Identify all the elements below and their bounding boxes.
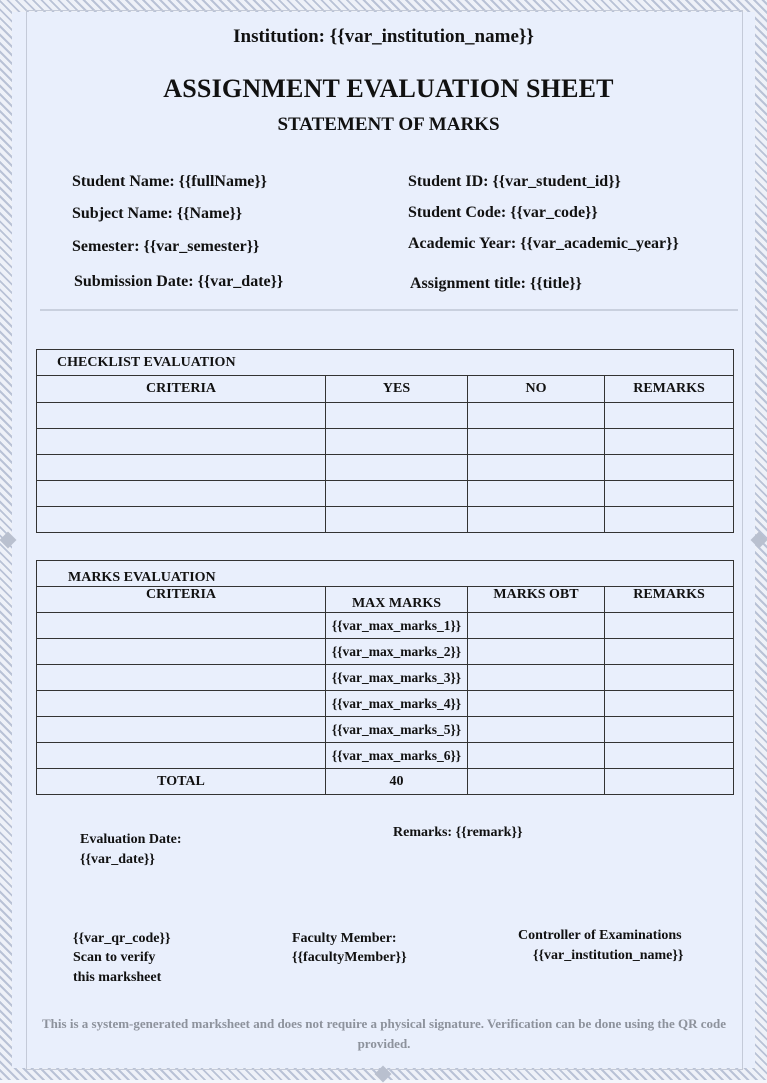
subject-name: Subject Name: {{Name}} [72, 205, 243, 222]
inner-frame [26, 10, 743, 1070]
checklist-table [36, 349, 734, 533]
qr-code-placeholder: {{var_qr_code}} [73, 931, 171, 946]
marks-title: MARKS EVALUATION [37, 561, 734, 587]
max-marks-1: {{var_max_marks_1}} [326, 613, 468, 639]
submission-date: Submission Date: {{var_date}} [74, 273, 284, 290]
academic-year: Academic Year: {{var_academic_year}} [408, 235, 679, 252]
marks-table [36, 560, 734, 795]
student-code: Student Code: {{var_code}} [408, 204, 598, 221]
checklist-title: CHECKLIST EVALUATION [37, 350, 734, 376]
table-row [37, 665, 734, 691]
max-marks-2: {{var_max_marks_2}} [326, 639, 468, 665]
checklist-header-remarks: REMARKS [605, 376, 734, 403]
table-row [37, 481, 734, 507]
max-marks-5: {{var_max_marks_5}} [326, 717, 468, 743]
evaluation-remarks: Remarks: {{remark}} [393, 825, 523, 840]
controller-value: {{var_institution_name}} [533, 948, 684, 963]
semester: Semester: {{var_semester}} [72, 238, 260, 255]
right-diamond-ornament [751, 532, 767, 549]
table-row [37, 613, 734, 639]
table-row [37, 507, 734, 533]
evaluation-date-value: {{var_date}} [80, 852, 155, 867]
left-diamond-ornament [0, 532, 16, 549]
max-marks-4: {{var_max_marks_4}} [326, 691, 468, 717]
scan-marksheet-text: this marksheet [73, 970, 162, 985]
page-title: ASSIGNMENT EVALUATION SHEET [163, 74, 614, 103]
footer-note: This is a system-generated marksheet and does not require a physical signature. Verification can be done using the QR code provided. [42, 1016, 726, 1051]
institution-name: Institution: {{var_institution_name}} [233, 26, 534, 47]
marks-header-marks-obt: MARKS OBT [468, 587, 605, 613]
assignment-title: Assignment title: {{title}} [410, 275, 582, 292]
checklist-header-yes: YES [326, 376, 468, 403]
marks-header-max-marks: MAX MARKS [326, 587, 468, 613]
page-subtitle: STATEMENT OF MARKS [277, 114, 500, 135]
marks-header-remarks: REMARKS [605, 587, 734, 613]
table-row [37, 403, 734, 429]
total-label: TOTAL [37, 769, 326, 795]
table-row [37, 429, 734, 455]
table-row [37, 691, 734, 717]
table-row [37, 743, 734, 769]
scan-to-verify-text: Scan to verify [73, 950, 156, 965]
table-row [37, 717, 734, 743]
max-marks-6: {{var_max_marks_6}} [326, 743, 468, 769]
divider [40, 309, 738, 311]
table-row [37, 639, 734, 665]
faculty-label: Faculty Member: [292, 931, 397, 946]
table-row [37, 455, 734, 481]
total-row [37, 769, 734, 795]
evaluation-date-label: Evaluation Date: [80, 832, 182, 847]
max-marks-3: {{var_max_marks_3}} [326, 665, 468, 691]
checklist-header-no: NO [468, 376, 605, 403]
student-name: Student Name: {{fullName}} [72, 173, 267, 190]
student-id: Student ID: {{var_student_id}} [408, 173, 621, 190]
faculty-value: {{facultyMember}} [292, 950, 407, 965]
controller-label: Controller of Examinations [518, 928, 682, 943]
marks-header-criteria: CRITERIA [37, 587, 326, 613]
checklist-header-criteria: CRITERIA [37, 376, 326, 403]
total-value: 40 [326, 769, 468, 795]
